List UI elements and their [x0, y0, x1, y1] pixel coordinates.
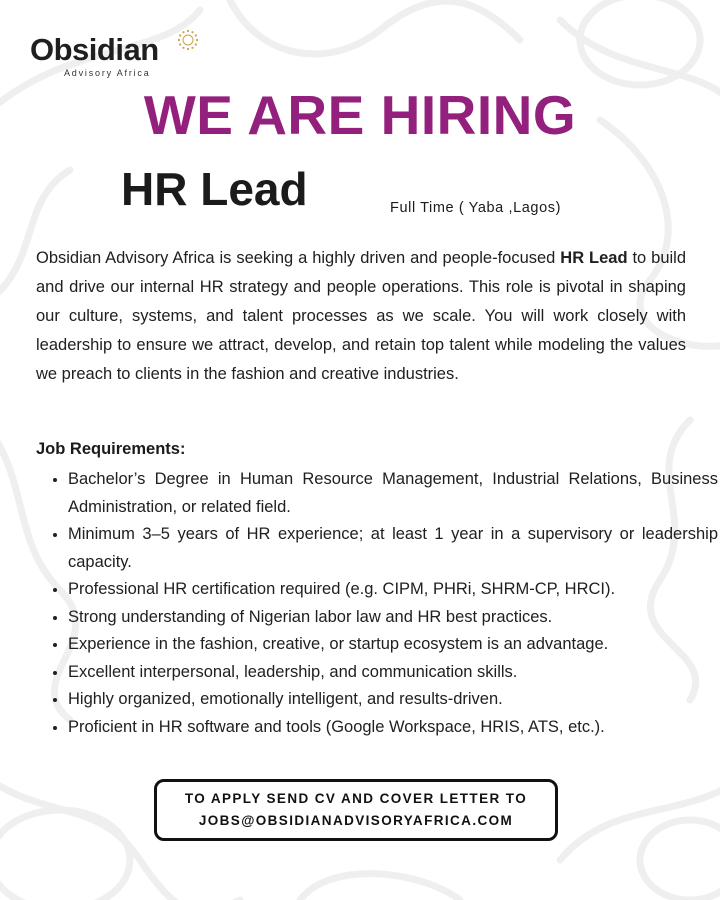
- requirements-heading: Job Requirements:: [36, 440, 186, 458]
- apply-email[interactable]: JOBS@OBSIDIANADVISORYAFRICA.COM: [198, 813, 514, 828]
- intro-text-end: to build and drive our internal HR strategy and people operations. This role is pivotal in shaping our culture, systems, and talent processes as we scale. You will work closely with leadership to ensure we attract, develop, and retain top talent while modeling the values we preach to clients in the fashion and creative industries.: [36, 249, 686, 383]
- dotted-ring-icon: [176, 28, 200, 52]
- brand-logo: [30, 34, 159, 78]
- requirement-item: • Proficient in HR software and tools (Google Workspace, HRIS, ATS, etc.).: [68, 714, 718, 742]
- requirement-item: • Bachelor’s Degree in Human Resource Management, Industrial Relations, Business Administration, or related field.: [68, 466, 718, 521]
- brand-name: Obsidian: [30, 32, 159, 67]
- requirement-item: • Excellent interpersonal, leadership, and communication skills.: [68, 659, 718, 687]
- intro-role-highlight: HR Lead: [560, 249, 628, 267]
- requirement-item: • Minimum 3–5 years of HR experience; at least 1 year in a supervisory or leadership capacity.: [68, 521, 718, 576]
- apply-instruction-text: TO APPLY SEND CV AND COVER LETTER TO: [184, 791, 528, 806]
- requirement-item: • Highly organized, emotionally intelligent, and results-driven.: [68, 686, 718, 714]
- job-type-location: Full Time ( Yaba ,Lagos): [390, 200, 562, 216]
- requirement-item: • Strong understanding of Nigerian labor law and HR best practices.: [68, 604, 718, 632]
- hiring-headline: WE ARE HIRING: [143, 84, 577, 146]
- intro-paragraph: [36, 244, 686, 389]
- intro-text-start: Obsidian Advisory Africa is seeking a highly driven and people-focused: [36, 249, 561, 267]
- apply-instructions-box: [154, 779, 558, 841]
- requirement-item: • Experience in the fashion, creative, or startup ecosystem is an advantage.: [68, 631, 718, 659]
- role-title: HR Lead: [121, 163, 308, 215]
- requirements-list: [36, 466, 718, 741]
- requirement-item: • Professional HR certification required (e.g. CIPM, PHRi, SHRM-CP, HRCI).: [68, 576, 718, 604]
- brand-tagline: Advisory Africa: [64, 68, 151, 78]
